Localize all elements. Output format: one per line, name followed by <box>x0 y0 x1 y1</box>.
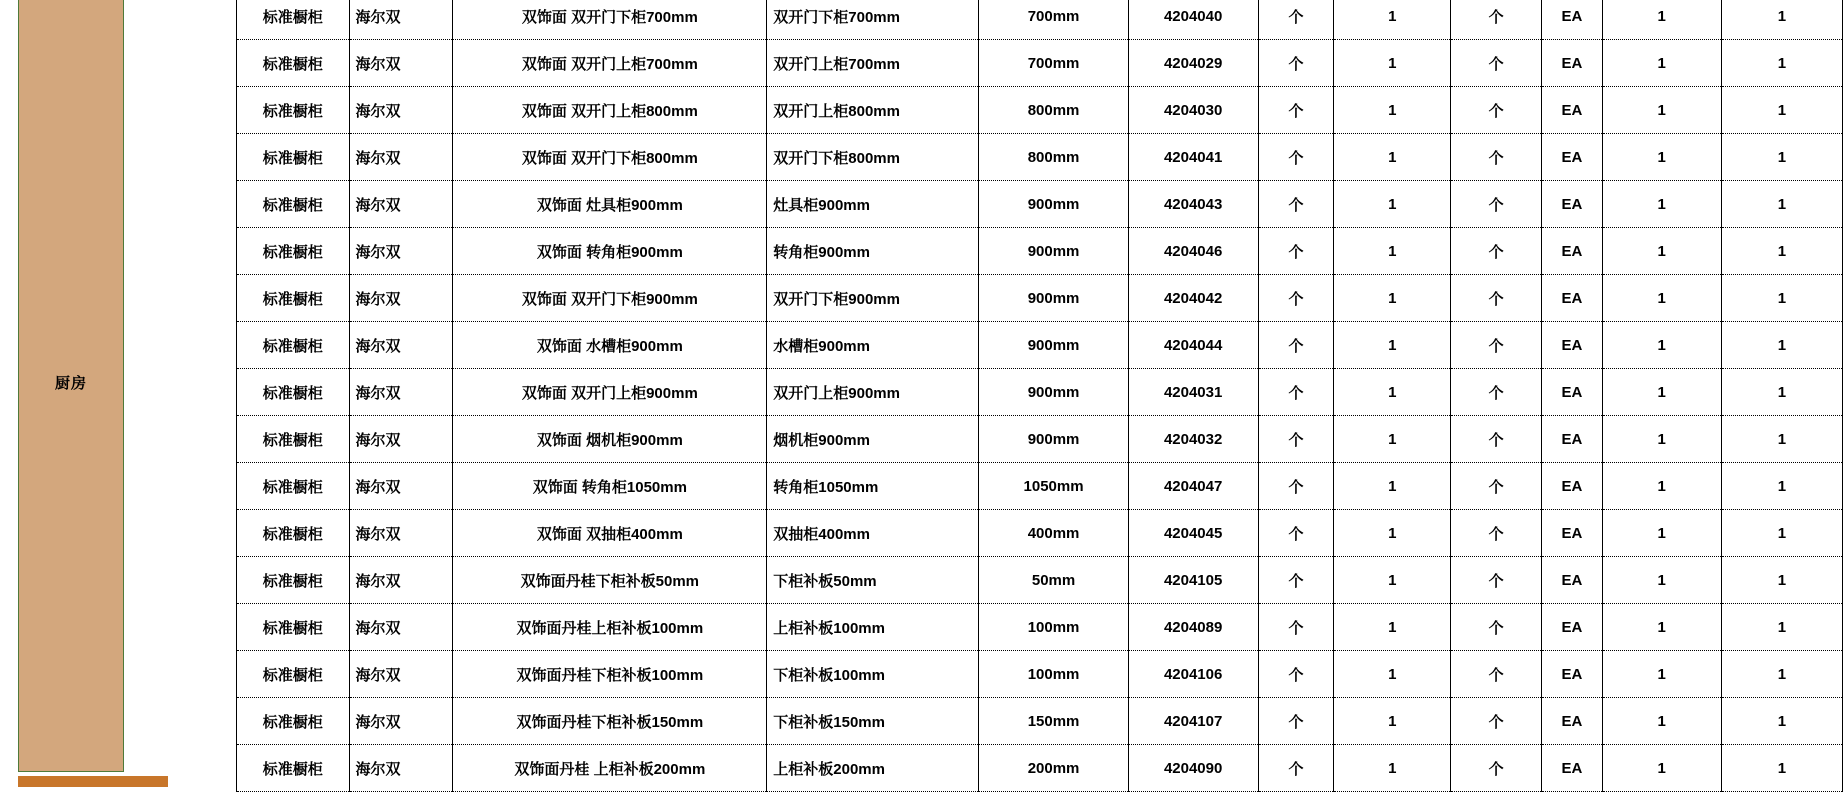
cell-code[interactable]: 4204041 <box>1128 134 1258 181</box>
cell-code[interactable]: 4204032 <box>1128 416 1258 463</box>
cell-size[interactable]: 1050mm <box>979 463 1128 510</box>
cell-category[interactable]: 标准橱柜 <box>237 651 350 698</box>
cell-quantity[interactable]: 1 <box>1334 604 1451 651</box>
cell-size[interactable]: 800mm <box>979 134 1128 181</box>
cell-code[interactable]: 4204030 <box>1128 87 1258 134</box>
cell-quantity-tertiary[interactable]: 1 <box>1721 698 1842 745</box>
cell-quantity-tertiary[interactable]: 1 <box>1721 745 1842 792</box>
cell-quantity-secondary[interactable]: 1 <box>1602 651 1721 698</box>
cell-brand[interactable]: 海尔双 <box>349 87 453 134</box>
cell-size[interactable]: 900mm <box>979 416 1128 463</box>
table-row[interactable] <box>237 322 1843 369</box>
table-row[interactable] <box>237 651 1843 698</box>
cell-quantity-secondary[interactable]: 1 <box>1602 134 1721 181</box>
cell-unit[interactable]: 个 <box>1258 557 1334 604</box>
cell-category[interactable]: 标准橱柜 <box>237 369 350 416</box>
table-row[interactable] <box>237 0 1843 40</box>
table-row[interactable] <box>237 134 1843 181</box>
cell-size[interactable]: 900mm <box>979 181 1128 228</box>
cell-measure-unit[interactable]: EA <box>1542 369 1603 416</box>
cell-unit[interactable]: 个 <box>1258 651 1334 698</box>
cell-quantity-tertiary[interactable]: 1 <box>1721 87 1842 134</box>
cell-unit-secondary[interactable]: 个 <box>1451 134 1542 181</box>
cell-quantity[interactable]: 1 <box>1334 698 1451 745</box>
cell-unit[interactable]: 个 <box>1258 134 1334 181</box>
cell-unit-secondary[interactable]: 个 <box>1451 275 1542 322</box>
cell-short-name[interactable]: 上柜补板100mm <box>767 604 979 651</box>
cell-unit-secondary[interactable]: 个 <box>1451 463 1542 510</box>
table-row[interactable] <box>237 557 1843 604</box>
cell-brand[interactable]: 海尔双 <box>349 510 453 557</box>
table-row[interactable] <box>237 275 1843 322</box>
cell-measure-unit[interactable]: EA <box>1542 228 1603 275</box>
cell-brand[interactable]: 海尔双 <box>349 0 453 40</box>
cell-measure-unit[interactable]: EA <box>1542 698 1603 745</box>
cell-category[interactable]: 标准橱柜 <box>237 557 350 604</box>
cell-category[interactable]: 标准橱柜 <box>237 275 350 322</box>
cell-unit-secondary[interactable]: 个 <box>1451 369 1542 416</box>
cell-unit[interactable]: 个 <box>1258 745 1334 792</box>
cell-category[interactable]: 标准橱柜 <box>237 181 350 228</box>
cell-measure-unit[interactable]: EA <box>1542 416 1603 463</box>
cell-short-name[interactable]: 双开门下柜900mm <box>767 275 979 322</box>
cell-product-name[interactable]: 双饰面 烟机柜900mm <box>453 416 767 463</box>
cell-unit[interactable]: 个 <box>1258 87 1334 134</box>
cell-quantity-secondary[interactable]: 1 <box>1602 275 1721 322</box>
cell-size[interactable]: 200mm <box>979 745 1128 792</box>
cell-quantity-secondary[interactable]: 1 <box>1602 228 1721 275</box>
cell-quantity[interactable]: 1 <box>1334 416 1451 463</box>
cell-quantity[interactable]: 1 <box>1334 651 1451 698</box>
cell-brand[interactable]: 海尔双 <box>349 322 453 369</box>
cell-code[interactable]: 4204042 <box>1128 275 1258 322</box>
cell-short-name[interactable]: 双开门下柜800mm <box>767 134 979 181</box>
cell-category[interactable]: 标准橱柜 <box>237 604 350 651</box>
cell-short-name[interactable]: 双开门上柜900mm <box>767 369 979 416</box>
cell-quantity-secondary[interactable]: 1 <box>1602 510 1721 557</box>
cell-unit-secondary[interactable]: 个 <box>1451 698 1542 745</box>
spacer-column <box>124 0 240 787</box>
cell-product-name[interactable]: 双饰面 双开门下柜800mm <box>453 134 767 181</box>
cell-quantity-tertiary[interactable]: 1 <box>1721 369 1842 416</box>
cell-unit-secondary[interactable]: 个 <box>1451 322 1542 369</box>
cell-unit-secondary[interactable]: 个 <box>1451 510 1542 557</box>
cell-quantity-tertiary[interactable]: 1 <box>1721 416 1842 463</box>
cell-quantity-secondary[interactable]: 1 <box>1602 557 1721 604</box>
cell-measure-unit[interactable]: EA <box>1542 604 1603 651</box>
cell-short-name[interactable]: 下柜补板50mm <box>767 557 979 604</box>
cell-quantity-tertiary[interactable]: 1 <box>1721 322 1842 369</box>
cell-category[interactable]: 标准橱柜 <box>237 228 350 275</box>
cell-short-name[interactable]: 双抽柜400mm <box>767 510 979 557</box>
cell-quantity-secondary[interactable]: 1 <box>1602 0 1721 40</box>
cell-measure-unit[interactable]: EA <box>1542 651 1603 698</box>
cell-short-name[interactable]: 烟机柜900mm <box>767 416 979 463</box>
cell-quantity[interactable]: 1 <box>1334 87 1451 134</box>
cell-unit-secondary[interactable]: 个 <box>1451 0 1542 40</box>
cell-short-name[interactable]: 上柜补板200mm <box>767 745 979 792</box>
cell-product-name[interactable]: 双饰面 转角柜1050mm <box>453 463 767 510</box>
cell-unit[interactable]: 个 <box>1258 416 1334 463</box>
cell-quantity-tertiary[interactable]: 1 <box>1721 134 1842 181</box>
cell-unit[interactable]: 个 <box>1258 228 1334 275</box>
cell-short-name[interactable]: 下柜补板150mm <box>767 698 979 745</box>
cell-category[interactable]: 标准橱柜 <box>237 698 350 745</box>
cell-size[interactable]: 900mm <box>979 228 1128 275</box>
category-merged-cell[interactable] <box>18 0 124 772</box>
cell-quantity[interactable]: 1 <box>1334 275 1451 322</box>
cell-measure-unit[interactable]: EA <box>1542 510 1603 557</box>
cell-unit-secondary[interactable]: 个 <box>1451 745 1542 792</box>
cell-quantity[interactable]: 1 <box>1334 181 1451 228</box>
cell-code[interactable]: 4204043 <box>1128 181 1258 228</box>
cell-quantity-secondary[interactable]: 1 <box>1602 369 1721 416</box>
cell-unit[interactable]: 个 <box>1258 463 1334 510</box>
cell-quantity-tertiary[interactable]: 1 <box>1721 0 1842 40</box>
cell-unit-secondary[interactable]: 个 <box>1451 181 1542 228</box>
cell-category[interactable]: 标准橱柜 <box>237 745 350 792</box>
cell-unit[interactable]: 个 <box>1258 40 1334 87</box>
cell-product-name[interactable]: 双饰面 水槽柜900mm <box>453 322 767 369</box>
cell-product-name[interactable]: 双饰面丹桂上柜补板100mm <box>453 604 767 651</box>
cell-code[interactable]: 4204031 <box>1128 369 1258 416</box>
cell-brand[interactable]: 海尔双 <box>349 369 453 416</box>
cell-quantity[interactable]: 1 <box>1334 745 1451 792</box>
cell-quantity-secondary[interactable]: 1 <box>1602 463 1721 510</box>
cell-category[interactable]: 标准橱柜 <box>237 463 350 510</box>
cell-code[interactable]: 4204105 <box>1128 557 1258 604</box>
table-row[interactable] <box>237 87 1843 134</box>
cell-brand[interactable]: 海尔双 <box>349 604 453 651</box>
cell-quantity-tertiary[interactable]: 1 <box>1721 181 1842 228</box>
cell-unit[interactable]: 个 <box>1258 510 1334 557</box>
bottom-color-strip <box>18 776 168 787</box>
cell-quantity-tertiary[interactable]: 1 <box>1721 228 1842 275</box>
cell-size[interactable]: 150mm <box>979 698 1128 745</box>
cell-code[interactable]: 4204046 <box>1128 228 1258 275</box>
table-row[interactable] <box>237 463 1843 510</box>
cell-brand[interactable]: 海尔双 <box>349 463 453 510</box>
cell-measure-unit[interactable]: EA <box>1542 275 1603 322</box>
cell-brand[interactable]: 海尔双 <box>349 745 453 792</box>
cell-quantity-secondary[interactable]: 1 <box>1602 604 1721 651</box>
cell-category[interactable]: 标准橱柜 <box>237 40 350 87</box>
cell-quantity-tertiary[interactable]: 1 <box>1721 604 1842 651</box>
cell-product-name[interactable]: 双饰面丹桂下柜补板150mm <box>453 698 767 745</box>
cell-brand[interactable]: 海尔双 <box>349 181 453 228</box>
cell-brand[interactable]: 海尔双 <box>349 275 453 322</box>
cell-short-name[interactable]: 水槽柜900mm <box>767 322 979 369</box>
cell-product-name[interactable]: 双饰面 双开门下柜700mm <box>453 0 767 40</box>
cell-product-name[interactable]: 双饰面 双抽柜400mm <box>453 510 767 557</box>
cell-product-name[interactable]: 双饰面 双开门上柜900mm <box>453 369 767 416</box>
cell-short-name[interactable]: 灶具柜900mm <box>767 181 979 228</box>
cell-code[interactable]: 4204029 <box>1128 40 1258 87</box>
cell-short-name[interactable]: 转角柜1050mm <box>767 463 979 510</box>
cell-brand[interactable]: 海尔双 <box>349 698 453 745</box>
cell-quantity-secondary[interactable]: 1 <box>1602 181 1721 228</box>
cell-size[interactable]: 900mm <box>979 275 1128 322</box>
cell-size[interactable]: 700mm <box>979 40 1128 87</box>
cell-quantity[interactable]: 1 <box>1334 557 1451 604</box>
cell-unit[interactable]: 个 <box>1258 698 1334 745</box>
cell-short-name[interactable]: 转角柜900mm <box>767 228 979 275</box>
cell-category[interactable]: 标准橱柜 <box>237 87 350 134</box>
table-row[interactable] <box>237 40 1843 87</box>
cell-quantity[interactable]: 1 <box>1334 322 1451 369</box>
cell-unit-secondary[interactable]: 个 <box>1451 416 1542 463</box>
cell-quantity-tertiary[interactable]: 1 <box>1721 651 1842 698</box>
cell-quantity[interactable]: 1 <box>1334 0 1451 40</box>
cell-brand[interactable]: 海尔双 <box>349 40 453 87</box>
cell-category[interactable]: 标准橱柜 <box>237 510 350 557</box>
cell-measure-unit[interactable]: EA <box>1542 745 1603 792</box>
cell-size[interactable]: 700mm <box>979 0 1128 40</box>
cell-quantity[interactable]: 1 <box>1334 510 1451 557</box>
cell-code[interactable]: 4204047 <box>1128 463 1258 510</box>
table-row[interactable] <box>237 604 1843 651</box>
cell-quantity-tertiary[interactable]: 1 <box>1721 557 1842 604</box>
table-row[interactable] <box>237 745 1843 792</box>
cell-quantity-secondary[interactable]: 1 <box>1602 416 1721 463</box>
table-row[interactable] <box>237 181 1843 228</box>
cell-brand[interactable]: 海尔双 <box>349 416 453 463</box>
cell-product-name[interactable]: 双饰面丹桂下柜补板100mm <box>453 651 767 698</box>
cell-measure-unit[interactable]: EA <box>1542 87 1603 134</box>
table-row[interactable] <box>237 369 1843 416</box>
cell-measure-unit[interactable]: EA <box>1542 322 1603 369</box>
cell-quantity-tertiary[interactable]: 1 <box>1721 463 1842 510</box>
cell-measure-unit[interactable]: EA <box>1542 557 1603 604</box>
cell-measure-unit[interactable]: EA <box>1542 0 1603 40</box>
cell-short-name[interactable]: 下柜补板100mm <box>767 651 979 698</box>
cell-size[interactable]: 900mm <box>979 322 1128 369</box>
cell-category[interactable]: 标准橱柜 <box>237 0 350 40</box>
table-body <box>237 0 1843 792</box>
cell-brand[interactable]: 海尔双 <box>349 557 453 604</box>
cell-quantity-tertiary[interactable]: 1 <box>1721 40 1842 87</box>
cell-brand[interactable]: 海尔双 <box>349 651 453 698</box>
cell-size[interactable]: 400mm <box>979 510 1128 557</box>
cell-unit[interactable]: 个 <box>1258 0 1334 40</box>
cell-short-name[interactable]: 双开门上柜700mm <box>767 40 979 87</box>
cell-product-name[interactable]: 双饰面 转角柜900mm <box>453 228 767 275</box>
cell-brand[interactable]: 海尔双 <box>349 228 453 275</box>
cell-product-name[interactable]: 双饰面 灶具柜900mm <box>453 181 767 228</box>
cell-quantity[interactable]: 1 <box>1334 40 1451 87</box>
cell-code[interactable]: 4204107 <box>1128 698 1258 745</box>
cell-size[interactable]: 800mm <box>979 87 1128 134</box>
table-row[interactable] <box>237 698 1843 745</box>
table-row[interactable] <box>237 416 1843 463</box>
cell-measure-unit[interactable]: EA <box>1542 134 1603 181</box>
cell-category[interactable]: 标准橱柜 <box>237 322 350 369</box>
cell-quantity-secondary[interactable]: 1 <box>1602 322 1721 369</box>
cell-unit-secondary[interactable]: 个 <box>1451 604 1542 651</box>
cell-measure-unit[interactable]: EA <box>1542 463 1603 510</box>
cell-code[interactable]: 4204090 <box>1128 745 1258 792</box>
cell-short-name[interactable]: 双开门下柜700mm <box>767 0 979 40</box>
cell-unit[interactable]: 个 <box>1258 604 1334 651</box>
table-row[interactable] <box>237 510 1843 557</box>
cell-unit[interactable]: 个 <box>1258 369 1334 416</box>
cell-product-name[interactable]: 双饰面 双开门上柜800mm <box>453 87 767 134</box>
cell-quantity-tertiary[interactable]: 1 <box>1721 510 1842 557</box>
cell-size[interactable]: 100mm <box>979 604 1128 651</box>
cell-measure-unit[interactable]: EA <box>1542 181 1603 228</box>
cell-code[interactable]: 4204045 <box>1128 510 1258 557</box>
cell-unit[interactable]: 个 <box>1258 181 1334 228</box>
cell-quantity-secondary[interactable]: 1 <box>1602 698 1721 745</box>
data-table-wrapper <box>236 0 1843 792</box>
cell-product-name[interactable]: 双饰面 双开门上柜700mm <box>453 40 767 87</box>
cell-quantity[interactable]: 1 <box>1334 463 1451 510</box>
cell-size[interactable]: 900mm <box>979 369 1128 416</box>
cell-unit[interactable]: 个 <box>1258 322 1334 369</box>
cell-measure-unit[interactable]: EA <box>1542 40 1603 87</box>
cell-product-name[interactable]: 双饰面丹桂 上柜补板200mm <box>453 745 767 792</box>
product-table <box>236 0 1843 792</box>
left-category-pane <box>0 0 240 787</box>
cell-quantity-secondary[interactable]: 1 <box>1602 87 1721 134</box>
cell-unit[interactable]: 个 <box>1258 275 1334 322</box>
cell-code[interactable]: 4204106 <box>1128 651 1258 698</box>
cell-code[interactable]: 4204040 <box>1128 0 1258 40</box>
cell-product-name[interactable]: 双饰面丹桂下柜补板50mm <box>453 557 767 604</box>
cell-size[interactable]: 50mm <box>979 557 1128 604</box>
cell-product-name[interactable]: 双饰面 双开门下柜900mm <box>453 275 767 322</box>
cell-code[interactable]: 4204089 <box>1128 604 1258 651</box>
cell-size[interactable]: 100mm <box>979 651 1128 698</box>
cell-unit-secondary[interactable]: 个 <box>1451 557 1542 604</box>
cell-unit-secondary[interactable]: 个 <box>1451 651 1542 698</box>
cell-quantity-secondary[interactable]: 1 <box>1602 745 1721 792</box>
cell-category[interactable]: 标准橱柜 <box>237 134 350 181</box>
cell-quantity[interactable]: 1 <box>1334 369 1451 416</box>
cell-unit-secondary[interactable]: 个 <box>1451 87 1542 134</box>
cell-quantity-secondary[interactable]: 1 <box>1602 40 1721 87</box>
cell-short-name[interactable]: 双开门上柜800mm <box>767 87 979 134</box>
category-label: 厨房 <box>54 374 87 392</box>
cell-category[interactable]: 标准橱柜 <box>237 416 350 463</box>
cell-brand[interactable]: 海尔双 <box>349 134 453 181</box>
cell-quantity[interactable]: 1 <box>1334 228 1451 275</box>
cell-quantity[interactable]: 1 <box>1334 134 1451 181</box>
cell-unit-secondary[interactable]: 个 <box>1451 228 1542 275</box>
cell-quantity-tertiary[interactable]: 1 <box>1721 275 1842 322</box>
cell-unit-secondary[interactable]: 个 <box>1451 40 1542 87</box>
table-row[interactable] <box>237 228 1843 275</box>
cell-code[interactable]: 4204044 <box>1128 322 1258 369</box>
